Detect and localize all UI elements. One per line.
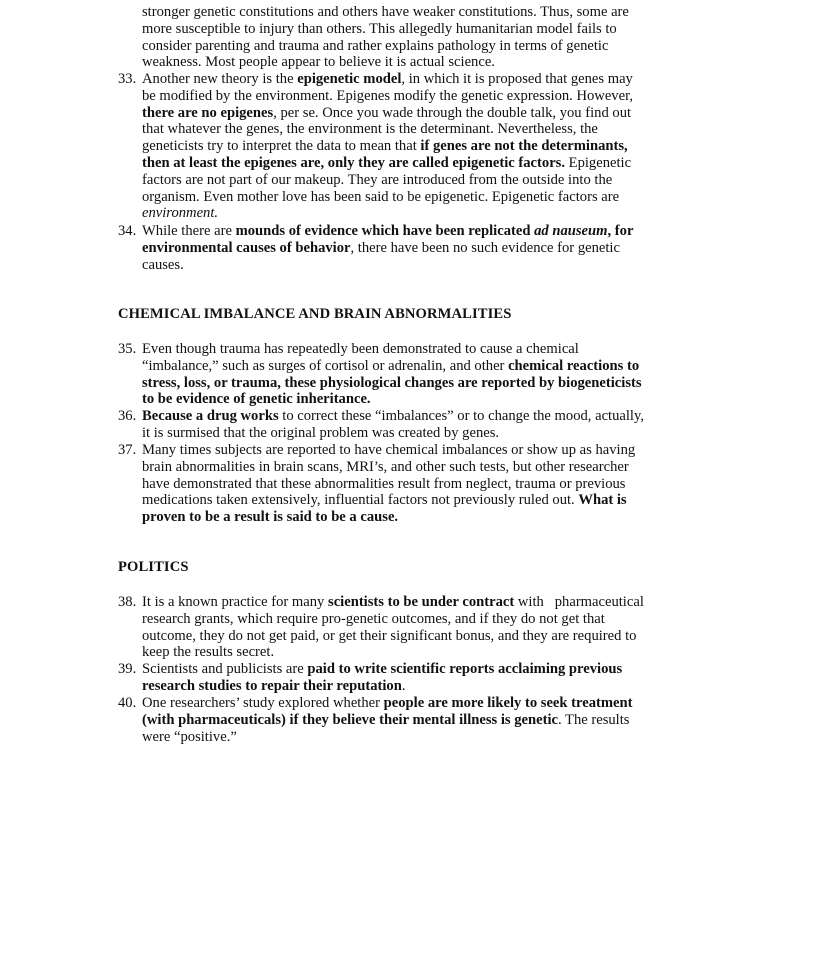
bold-text: epigenetic model: [297, 71, 402, 87]
text-line: [142, 729, 698, 746]
plain-text: were “positive.”: [142, 728, 237, 745]
text-line: [142, 71, 698, 88]
plain-text: Even though trauma has repeatedly been demonstrated to cause a chemical: [142, 341, 579, 357]
text-line: [142, 391, 698, 408]
list-item-body: [142, 71, 698, 222]
list-item-number: 35.: [118, 341, 137, 357]
plain-text: .: [401, 677, 406, 694]
text-line: [142, 695, 698, 712]
text-line: [142, 644, 698, 661]
text-line: [142, 38, 702, 55]
list-item-36: [118, 408, 698, 442]
text-line: [142, 105, 698, 122]
list-item-37: [118, 442, 698, 526]
bold-text: if genes are not the determinants,: [420, 138, 628, 155]
text-line: [142, 476, 698, 493]
list-item-body: [142, 661, 698, 695]
list-item-33: [118, 71, 698, 222]
list-item-number: 39.: [118, 661, 137, 677]
plain-text: stronger genetic constitutions and others have weaker constitutions. Thus, some are: [142, 4, 629, 20]
plain-text: causes.: [142, 256, 184, 273]
plain-text: medications taken extensively, influential factors not previously ruled out.: [142, 492, 579, 509]
text-line: [142, 4, 702, 21]
bold-text: mounds of evidence which have been replicated: [235, 223, 535, 239]
plain-text: consider parenting and trauma and rather explains pathology in terms of genetic: [142, 37, 609, 54]
plain-text: be modified by the environment. Epigenes modify the genetic expression. However,: [142, 87, 634, 104]
italic-text: environment.: [142, 205, 219, 222]
text-line: [142, 594, 698, 611]
bold-text: Because a drug works: [142, 408, 279, 424]
bold-text: scientists to be under contract: [328, 594, 515, 610]
text-line: [142, 712, 698, 729]
plain-text: weakness. Most people appear to believe it is actual science.: [142, 54, 495, 71]
text-line: [142, 240, 698, 257]
bold-text: paid to write scientific reports acclaiming previous: [307, 661, 623, 677]
bold-text: , for: [607, 223, 634, 239]
text-line: [142, 628, 698, 645]
text-line: [142, 121, 698, 138]
plain-text: One researchers’ study explored whether: [142, 695, 384, 711]
text-line: [142, 88, 698, 105]
list-item-number: 37.: [118, 442, 137, 458]
bold-text: then at least the epigenes are, only they are called epigenetic factors.: [142, 154, 565, 171]
plain-text: brain abnormalities in brain scans, MRI’s, and other such tests, but other researcher: [142, 458, 629, 475]
plain-text: organism. Even mother love has been said to be epigenetic. Epigenetic factors are: [142, 188, 620, 205]
plain-text: . The results: [558, 711, 630, 728]
plain-text: It is a known practice for many: [142, 594, 329, 610]
text-line: [142, 492, 698, 509]
list-item-40: [118, 695, 698, 745]
plain-text: “imbalance,” such as surges of cortisol or adrenalin, and other: [142, 357, 509, 374]
text-line: [142, 611, 698, 628]
list-item-35: [118, 341, 698, 408]
bold-text: stress, loss, or trauma, these physiological changes are reported by biogeneticists: [142, 374, 642, 391]
plain-text: Scientists and publicists are: [142, 661, 308, 677]
list-item-number: 34.: [118, 223, 137, 239]
list-item-number: 38.: [118, 594, 137, 610]
plain-text: , there have been no such evidence for genetic: [350, 239, 620, 256]
plain-text: outcome, they do not get paid, or get their significant bonus, and they are required to: [142, 627, 637, 644]
plain-text: with pharmaceutical: [514, 594, 644, 610]
plain-text: , in which it is proposed that genes may: [401, 71, 633, 87]
bold-text: (with pharmaceuticals) if they believe their mental illness is genetic: [142, 711, 558, 728]
text-line: [142, 425, 698, 442]
bold-text: environmental causes of behavior: [142, 239, 351, 256]
text-line: [142, 54, 702, 71]
plain-text: to correct these “imbalances” or to change the mood, actually,: [278, 408, 644, 424]
text-line: [142, 205, 698, 222]
plain-text: Epigenetic: [565, 154, 632, 171]
list-item-body: [142, 341, 698, 408]
list-item-body: [142, 442, 698, 526]
plain-text: While there are: [142, 223, 236, 239]
list-item-body: [142, 594, 698, 661]
text-line: [142, 358, 698, 375]
text-line: [142, 138, 698, 155]
list-item-body: [142, 223, 698, 273]
list-item-number: 36.: [118, 408, 137, 424]
text-line: [142, 155, 698, 172]
plain-text: that whatever the genes, the environment is the determinant. Nevertheless, the: [142, 121, 598, 138]
plain-text: Many times subjects are reported to have chemical imbalances or show up as having: [142, 442, 636, 458]
item-32-continuation: [142, 4, 702, 71]
bold-text: people are more likely to seek treatment: [383, 695, 633, 711]
text-line: [142, 442, 698, 459]
text-line: [142, 375, 698, 392]
text-line: [142, 172, 698, 189]
plain-text: Another new theory is the: [142, 71, 298, 87]
list-item-38: [118, 594, 698, 661]
bold-text: research studies to repair their reputation: [142, 677, 402, 694]
plain-text: research grants, which require pro-genetic outcomes, and if they do not get that: [142, 610, 605, 627]
list-item-number: 40.: [118, 695, 137, 711]
bold-italic-text: ad nauseum: [534, 223, 608, 239]
plain-text: it is surmised that the original problem was created by genes.: [142, 424, 500, 441]
section-heading-politics: POLITICS: [118, 559, 189, 575]
text-line: [142, 341, 698, 358]
bold-text: What is: [578, 492, 627, 509]
list-item-body: [142, 408, 698, 442]
text-line: [142, 509, 698, 526]
text-line: [142, 189, 698, 206]
text-line: [142, 408, 698, 425]
bold-text: chemical reactions to: [508, 357, 640, 374]
bold-text: proven to be a result is said to be a cause.: [142, 509, 399, 526]
section-heading-chemical-imbalance: CHEMICAL IMBALANCE AND BRAIN ABNORMALITIES: [118, 306, 512, 322]
plain-text: keep the results secret.: [142, 644, 275, 661]
plain-text: factors are not part of our makeup. They are introduced from the outside into the: [142, 171, 613, 188]
list-item-number: 33.: [118, 71, 137, 87]
bold-text: to be evidence of genetic inheritance.: [142, 391, 371, 408]
text-line: [142, 661, 698, 678]
text-line: [142, 223, 698, 240]
list-item-34: [118, 223, 698, 273]
text-line: [142, 257, 698, 274]
text-line: [142, 678, 698, 695]
list-item-39: [118, 661, 698, 695]
plain-text: more susceptible to injury than others. This allegedly humanitarian model fails to: [142, 20, 617, 37]
bold-text: there are no epigenes: [142, 104, 274, 121]
plain-text: , per se. Once you wade through the double talk, you find out: [273, 104, 632, 121]
plain-text: geneticists try to interpret the data to mean that: [142, 138, 421, 155]
list-item-body: [142, 695, 698, 745]
text-line: [142, 459, 698, 476]
text-line: [142, 21, 702, 38]
plain-text: have demonstrated that these abnormalities result from neglect, trauma or previous: [142, 475, 626, 492]
